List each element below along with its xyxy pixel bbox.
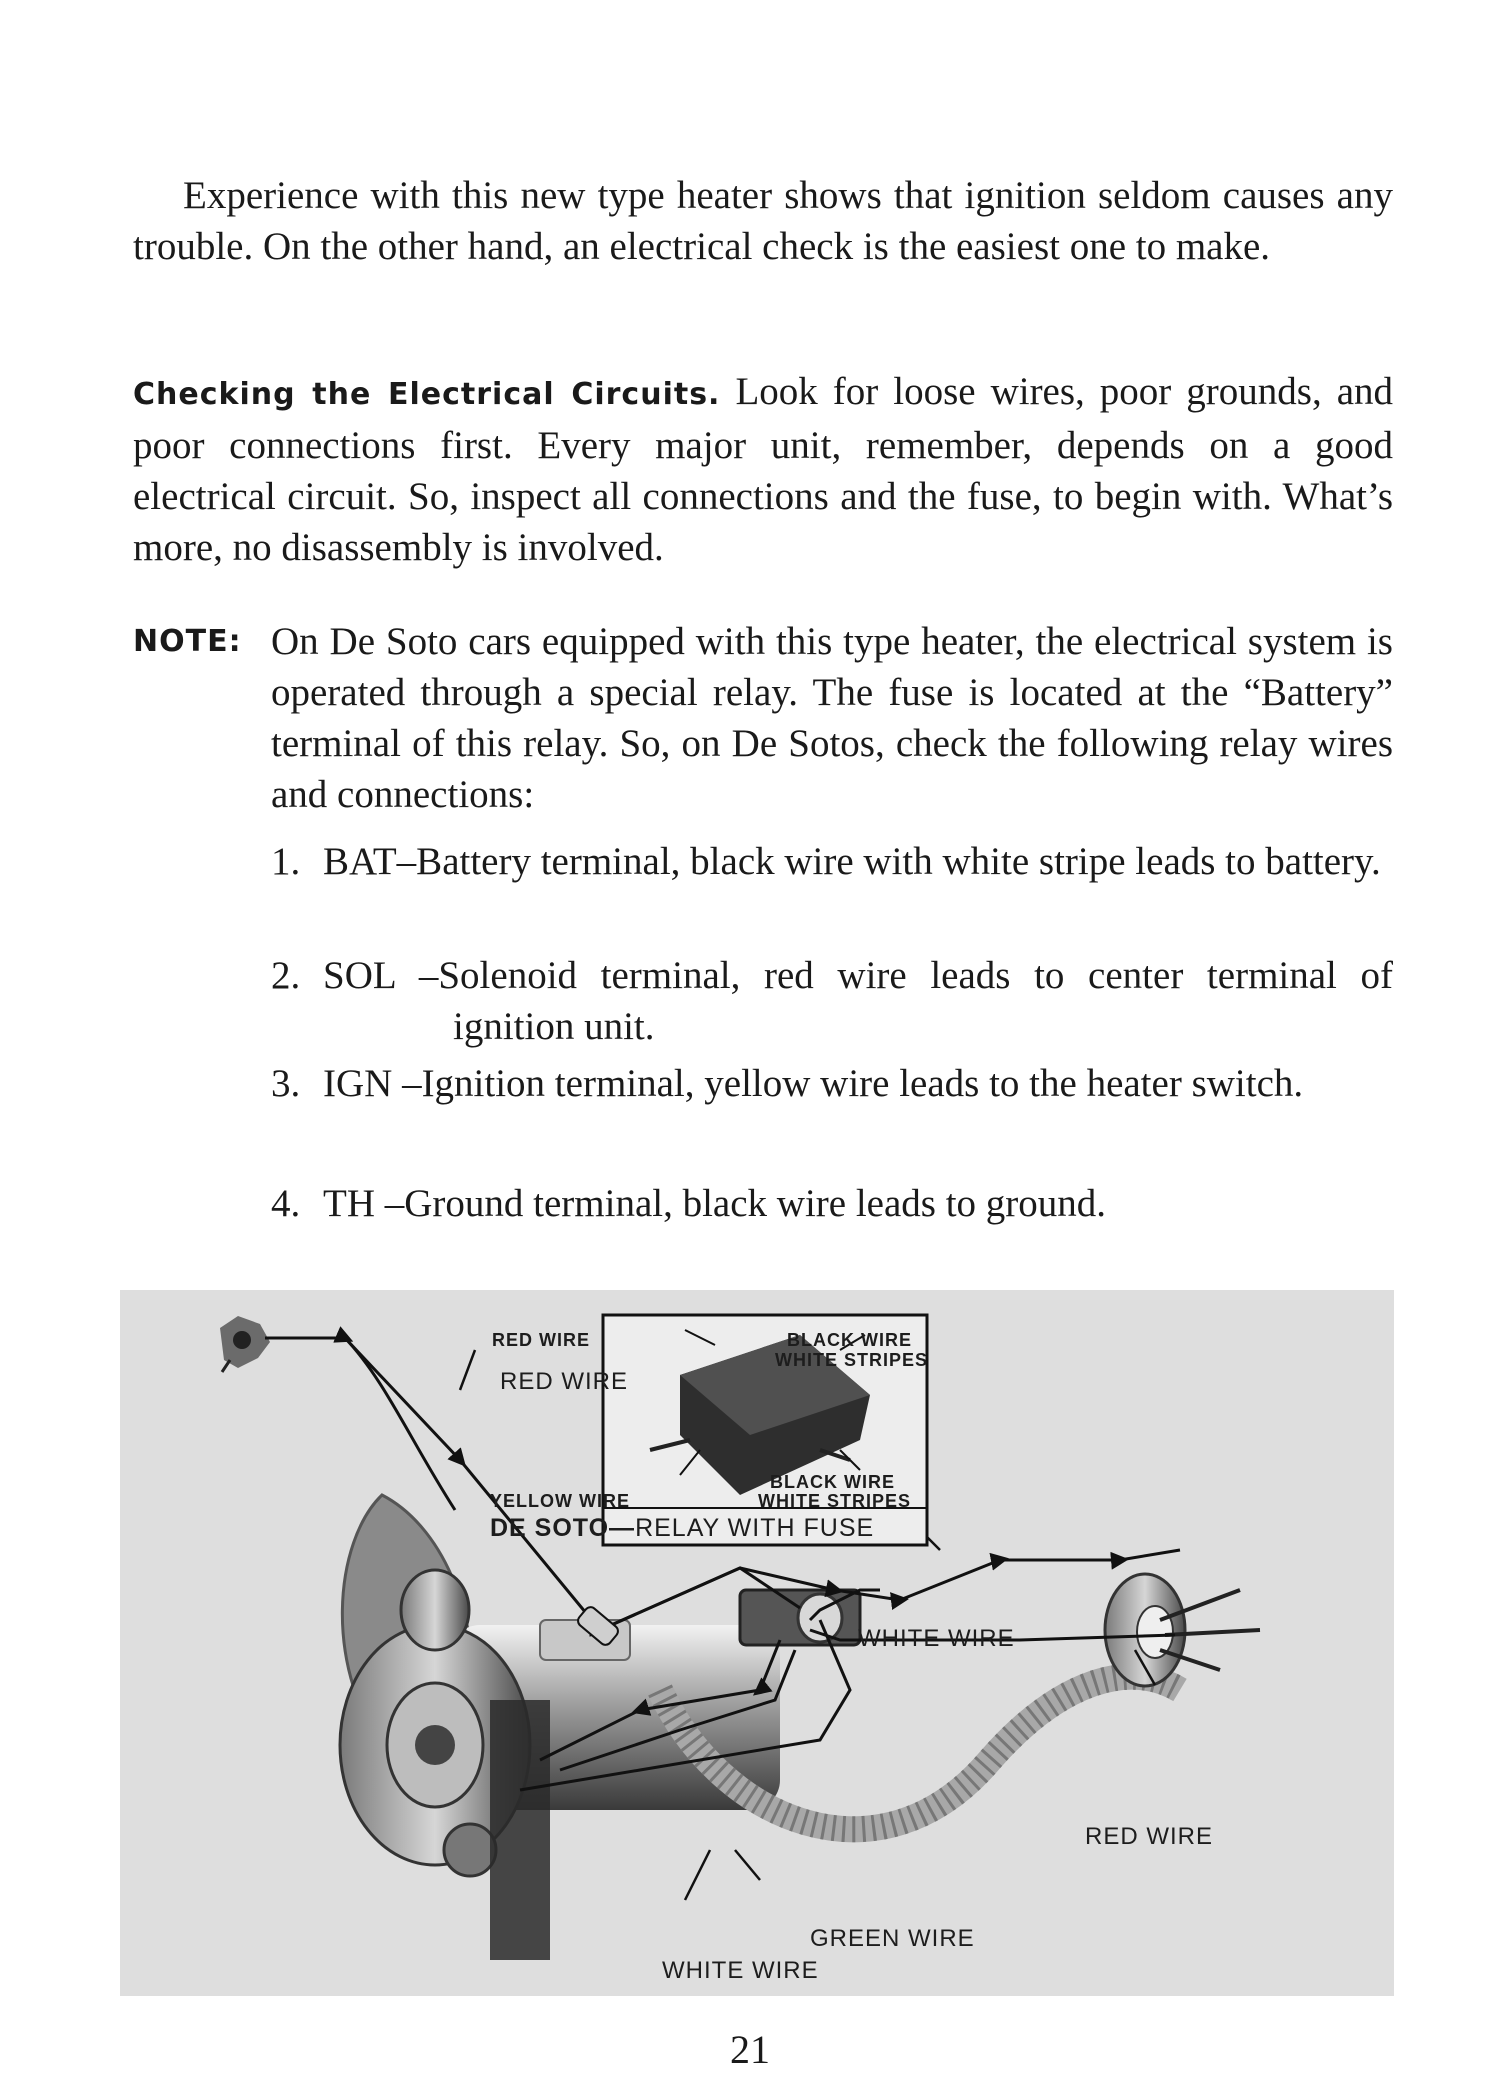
label-red-wire-left: RED WIRE [500, 1368, 628, 1395]
inset-label-black-wire-top: BLACK WIRE [787, 1330, 912, 1350]
inset-caption-bold: DE SOTO— [490, 1514, 636, 1542]
section-heading: Checking the Electrical Circuits. [133, 377, 721, 412]
note-body: On De Soto cars equipped with this type heater, the electrical system is operated through a special relay. The fuse is located at the “Battery” terminal of this relay. So, on De Sotos, check the following relay wires and connections: [271, 620, 1393, 816]
inset-label-white-stripes-bottom: WHITE STRIPES [758, 1491, 912, 1511]
list-item-text: IGN –Ignition terminal, yellow wire leads to the heater switch. [323, 1062, 1304, 1105]
page-number: 21 [730, 2027, 770, 2072]
section-body: Look for loose wires, poor grounds, and poor connections first. Every major unit, remember, depends on a good electrical circuit. So, inspect all connections and the fuse, to begin with. What’s more, no disassembly is involved. [133, 370, 1394, 569]
inset-label-red-wire: RED WIRE [492, 1330, 590, 1350]
list-item-text: BAT–Battery terminal, black wire with white stripe leads to battery. [323, 840, 1381, 883]
label-green-wire: GREEN WIRE [810, 1925, 975, 1952]
heater-switch [220, 1316, 270, 1372]
heater-wiring-illustration [120, 1290, 1394, 1996]
list-item-number: 3. [271, 1062, 301, 1105]
label-white-wire-bottom: WHITE WIRE [662, 1957, 819, 1984]
inset-caption-rest: RELAY WITH FUSE [635, 1514, 875, 1542]
heater-wiring-figure [120, 1290, 1394, 1996]
list-item-number: 1. [271, 840, 301, 883]
list-item [271, 1178, 1393, 1229]
inset-label-white-stripes-top: WHITE STRIPES [775, 1350, 929, 1370]
label-red-wire-right: RED WIRE [1085, 1823, 1213, 1850]
list-item-number: 4. [271, 1182, 301, 1225]
list-item-text: TH –Ground terminal, black wire leads to ground. [323, 1182, 1107, 1225]
intro-paragraph: Experience with this new type heater shows that ignition seldom causes any trouble. On the other hand, an electrical check is the easiest one to make. [133, 174, 1393, 268]
list-item [271, 836, 1393, 887]
inset-label-yellow-wire: YELLOW WIRE [490, 1491, 630, 1511]
list-item-number: 2. [271, 954, 301, 997]
list-item [271, 950, 1393, 1052]
inset-caption [490, 1514, 874, 1543]
label-white-wire-top: WHITE WIRE [858, 1625, 1015, 1652]
note-label: NOTE: [133, 624, 242, 659]
burner-unit [1105, 1574, 1260, 1686]
list-item-text: SOL –Solenoid terminal, red wire leads to center terminal of ignition unit. [323, 954, 1393, 1048]
inset-label-black-wire-bottom: BLACK WIRE [770, 1472, 895, 1492]
list-item [271, 1058, 1393, 1109]
checking-section [133, 366, 1393, 573]
